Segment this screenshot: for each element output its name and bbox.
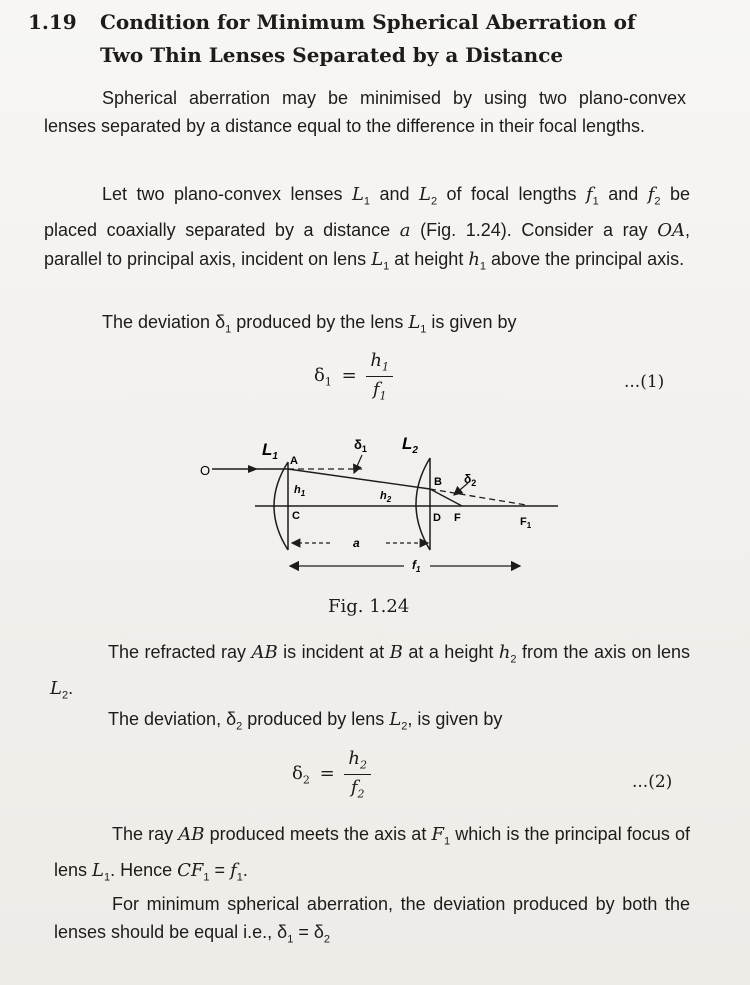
text-run: .	[68, 677, 74, 698]
eq1-num-symbol: h	[370, 350, 382, 371]
text-run: which is the principal focus of lens	[54, 824, 690, 880]
paragraph-4-text	[50, 638, 690, 709]
incident-ray-arrowhead	[248, 465, 258, 473]
text-run: The deviation δ	[102, 312, 226, 332]
symbol-L: L	[389, 709, 402, 730]
text-run: The deviation, δ	[108, 709, 237, 729]
symbol-B: B	[389, 642, 403, 663]
label-A: A	[290, 455, 298, 467]
symbol-a: a	[399, 219, 411, 241]
subscript: 1	[383, 260, 390, 273]
text-run: be placed coaxially separated by a distance	[44, 184, 690, 240]
subscript: 1	[203, 871, 210, 884]
subscript: 1	[225, 323, 232, 336]
eq2-equals: =	[319, 763, 335, 785]
label-O: O	[200, 463, 211, 478]
figure-caption: Fig. 1.24	[328, 596, 410, 617]
symbol-L: L	[50, 677, 62, 699]
symbol-OA: OA	[657, 219, 685, 241]
symbol-F: F	[431, 824, 444, 845]
paragraph-3-text	[44, 308, 690, 344]
label-L1: $L_1$	[262, 440, 278, 462]
heading-title-1: Condition for Minimum Spherical Aberration of	[100, 10, 636, 34]
section-number: 1.19	[28, 10, 77, 34]
figure-1-24-diagram	[190, 425, 570, 585]
eq2-num-sub: 2	[360, 758, 367, 772]
symbol-L: L	[408, 312, 421, 333]
text-run: For minimum spherical aberration, the deviation produced by both the lenses should be equal i.e., δ	[54, 894, 690, 942]
text-run: The refracted ray	[108, 642, 252, 662]
equation-1	[314, 350, 393, 402]
paragraph-2-text	[44, 180, 690, 280]
label-F: F	[454, 512, 461, 524]
text-run: = δ	[293, 922, 324, 942]
eq2-den-sub: 2	[357, 787, 365, 801]
paragraph-5-text	[50, 705, 690, 741]
symbol-L: L	[371, 248, 384, 270]
eq1-fraction	[366, 350, 393, 402]
text-run: is incident at	[277, 642, 390, 662]
text-run: (Fig. 1.24). Consider a ray	[410, 219, 658, 240]
subscript: 1	[443, 835, 451, 848]
equation-2-number: ...(2)	[632, 772, 673, 792]
text-run: produced by the lens	[231, 312, 409, 332]
label-h2: $h_2$	[380, 490, 392, 504]
text-run: , parallel to principal axis, incident on lens	[44, 219, 690, 269]
label-C: C	[292, 510, 300, 522]
eq2-delta-sub: 2	[302, 773, 310, 787]
section-heading	[28, 6, 636, 72]
paragraph-6	[54, 820, 690, 891]
label-delta2: $\delta_2$	[464, 472, 477, 488]
label-L2: $L_2$	[402, 434, 418, 456]
text-run: and	[598, 184, 648, 204]
text-run: is given by	[426, 312, 517, 332]
eq1-equals: =	[341, 365, 357, 387]
equation-2	[292, 748, 371, 800]
label-D: D	[433, 512, 441, 524]
lens-L2	[416, 458, 430, 550]
symbol-L: L	[92, 859, 104, 881]
eq1-denominator	[366, 377, 393, 403]
eq2-den-symbol: f	[350, 776, 358, 798]
text-run: =	[209, 859, 231, 880]
symbol-CF: CF	[177, 859, 204, 881]
subscript: 1	[236, 871, 243, 884]
symbol-L: L	[351, 184, 364, 205]
paragraph-4	[50, 638, 690, 709]
paragraph-7-text	[54, 890, 690, 954]
paragraph-6-text	[54, 820, 690, 891]
text-run: . Hence	[110, 859, 178, 880]
label-h1: $h_1$	[294, 484, 306, 498]
text-run: produced by lens	[242, 709, 390, 729]
subscript: 1	[479, 260, 487, 273]
subscript: 2	[236, 720, 243, 733]
eq1-numerator	[366, 350, 393, 377]
eq2-numerator	[344, 748, 371, 775]
symbol-AB: AB	[251, 642, 278, 663]
symbol-AB: AB	[178, 824, 205, 845]
subscript: 2	[323, 933, 330, 946]
subscript: 2	[430, 195, 438, 208]
text-run: Let two plano-convex lenses	[102, 184, 352, 204]
subscript: 2	[654, 195, 661, 208]
refracted-ray-AB	[288, 469, 430, 489]
paragraph-7	[54, 890, 690, 954]
subscript: 1	[103, 871, 111, 884]
subscript: 2	[61, 689, 69, 702]
label-B: B	[434, 476, 442, 488]
label-F1: $F_1$	[520, 516, 532, 530]
symbol-h: h	[498, 642, 511, 663]
heading-line-2: Two Thin Lenses Separated by a Distance	[100, 43, 564, 67]
heading-line-1	[28, 6, 636, 39]
label-delta1: $\delta_1$	[354, 437, 367, 454]
subscript: 2	[401, 720, 408, 733]
text-run: produced meets the axis at	[204, 824, 432, 844]
paragraph-1-text: Spherical aberration may be minimised by using two plano-convex lenses separated by a distance equal to the difference in their focal lengths.	[44, 88, 686, 136]
text-run: at a height	[402, 642, 499, 662]
text-run: of focal lengths	[437, 184, 586, 204]
symbol-f: f	[647, 184, 655, 205]
subscript: 1	[287, 933, 294, 946]
paragraph-2	[44, 180, 690, 280]
symbol-f: f	[585, 184, 593, 205]
subscript: 2	[510, 653, 517, 666]
paragraph-5	[50, 705, 690, 741]
eq1-delta: δ	[314, 365, 325, 387]
eq2-fraction	[344, 748, 371, 800]
text-run: above the principal axis.	[486, 248, 685, 269]
label-f1: $f_1$	[412, 558, 421, 574]
text-run: The ray	[112, 824, 179, 844]
equation-1-number: ...(1)	[624, 372, 665, 392]
period: .	[242, 859, 248, 880]
text-run: and	[370, 184, 419, 204]
eq2-num-symbol: h	[348, 748, 360, 769]
eq1-den-sub: 1	[379, 389, 387, 403]
label-a: a	[353, 536, 360, 550]
eq1-delta-sub: 1	[324, 375, 332, 389]
symbol-f: f	[230, 859, 237, 881]
eq1-num-sub: 1	[382, 360, 389, 374]
eq2-denominator	[344, 775, 371, 801]
paragraph-3	[44, 308, 690, 344]
subscript: 1	[363, 195, 371, 208]
eq1-den-symbol: f	[372, 378, 380, 400]
text-run: , is given by	[407, 709, 503, 729]
text-run: from the axis on lens	[516, 642, 690, 662]
subscript: 1	[592, 195, 599, 208]
delta1-arrow	[354, 455, 362, 473]
subscript: 1	[420, 323, 427, 336]
paragraph-1	[44, 84, 686, 140]
symbol-L: L	[418, 184, 431, 205]
text-run: at height	[389, 248, 469, 269]
symbol-h: h	[468, 248, 480, 270]
eq2-delta: δ	[292, 763, 303, 785]
